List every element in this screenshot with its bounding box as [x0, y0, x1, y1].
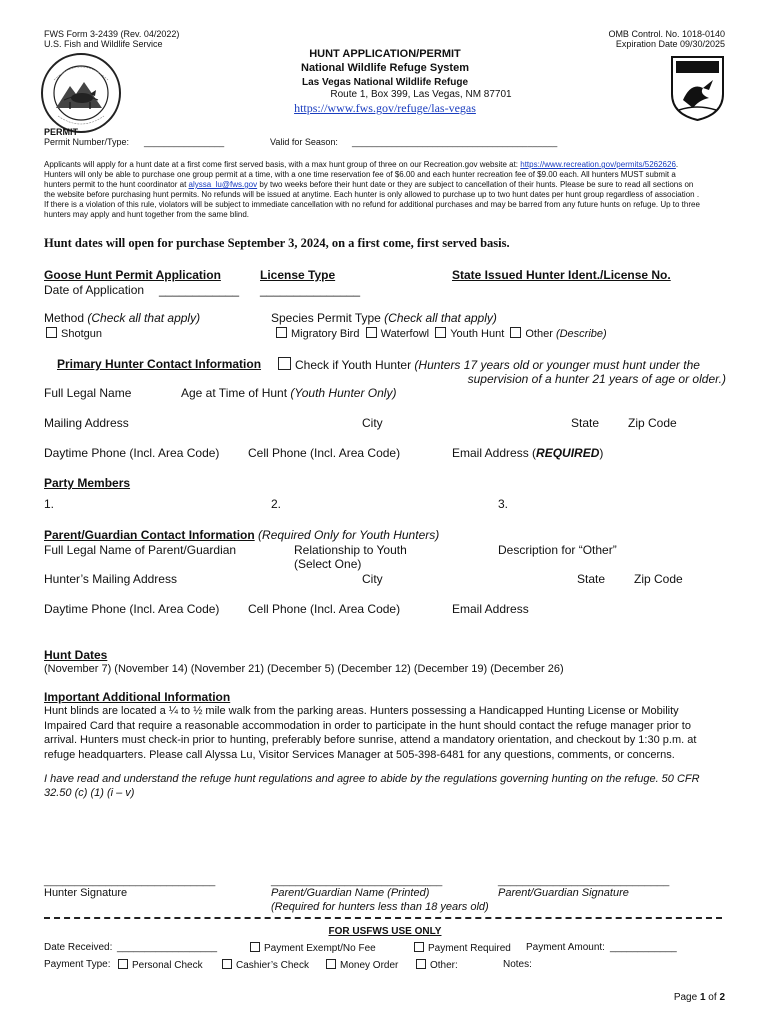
money-order-option[interactable]: Money Order [326, 959, 398, 971]
youth-hunter-option[interactable]: Check if Youth Hunter (Hunters 17 years old or younger must hunt under the [278, 357, 700, 372]
waterfowl-option[interactable]: Waterfowl [366, 328, 430, 340]
party-member-1: 1. [44, 497, 55, 511]
species-label: Species Permit Type (Check all that apply) [271, 311, 497, 325]
state-license-heading: State Issued Hunter Ident./License No. [452, 268, 671, 282]
guardian-signature-line[interactable]: ____________________________ [498, 875, 670, 887]
fws-shield-logo-icon [669, 54, 726, 122]
primary-hunter-heading: Primary Hunter Contact Information [57, 357, 262, 371]
season-field[interactable]: _________________________________________ [352, 137, 558, 147]
payment-amount-label: Payment Amount: [526, 942, 605, 953]
hunt-dates-list: (November 7) (November 14) (November 21) (December 5) (December 12) (December 19) (December 26) [44, 663, 564, 675]
important-info-text: Hunt blinds are located a ¼ to ½ mile walk from the parking areas. Hunters possessing a Handicapped Hunting License or Mobility Impaired Card that require a reasonable accommodation in order to participate in the hunt should contact the refuge manager prior to arrival. Hunters must check-in prior to hunting, preferably before sunrise, attend a mandatory orientation, and checkout by 1:30 p.m. at refuge headquarters. Please call Alyssa Lu, Visitor Services Manager at 505-398-6481 for any questions, comments, or concerns. [44, 705, 697, 761]
agency-name: U.S. Fish and Wildlife Service [44, 39, 163, 49]
guardian-full-name-label: Full Legal Name of Parent/Guardian [44, 543, 237, 557]
youth-note: supervision of a hunter 21 years of age or older.) [467, 372, 726, 386]
permit-number-label: Permit Number/Type: [44, 137, 130, 147]
date-received-field[interactable]: __________________ [117, 942, 218, 953]
divider [44, 917, 722, 919]
guardian-name-label: Parent/Guardian Name (Printed) [271, 887, 430, 899]
personal-check-option[interactable]: Personal Check [118, 959, 203, 971]
announcement: Hunt dates will open for purchase September 3, 2024, on a first come, first served basis. [44, 236, 510, 250]
party-member-2: 2. [271, 497, 282, 511]
important-info-heading: Important Additional Information [44, 690, 231, 704]
state-label: State [571, 416, 600, 430]
guardian-name-note: (Required for hunters less than 18 years old) [271, 901, 489, 913]
payment-exempt-checkbox[interactable] [250, 942, 260, 952]
email-label: Email Address (REQUIRED) [452, 446, 604, 460]
method-label: Method (Check all that apply) [44, 311, 201, 325]
mailing-address-label: Mailing Address [44, 416, 129, 430]
goose-hunt-heading: Goose Hunt Permit Application [44, 268, 221, 282]
cell-phone-label: Cell Phone (Incl. Area Code) [248, 446, 401, 460]
expiration-date: Expiration Date 09/30/2025 [615, 39, 725, 49]
migratory-bird-checkbox[interactable] [276, 327, 287, 338]
shotgun-checkbox[interactable] [46, 327, 57, 338]
shotgun-option[interactable]: Shotgun [46, 327, 102, 341]
season-label: Valid for Season: [270, 137, 338, 147]
form-title: HUNT APPLICATION/PERMIT [309, 48, 461, 60]
guardian-zip-label: Zip Code [634, 572, 683, 586]
guardian-mailing-label: Hunter’s Mailing Address [44, 572, 177, 586]
refuge-url-link[interactable]: https://www.fws.gov/refuge/las-vegas [294, 101, 476, 115]
form-number: FWS Form 3-2439 (Rev. 04/2022) [44, 29, 180, 39]
description-other-label: Description for “Other” [498, 543, 617, 557]
agreement-statement: I have read and understand the refuge hunt regulations and agree to abide by the regulations governing hunting on the refuge. 50 CFR 32.50 (c) (1) (i – v) [44, 773, 700, 799]
refuge-address: Route 1, Box 399, Las Vegas, NM 87701 [330, 89, 512, 100]
guardian-email-label: Email Address [452, 602, 529, 616]
full-legal-name-label: Full Legal Name [44, 386, 132, 400]
intro-paragraph: Applicants will apply for a hunt date at a first come first served basis, with a max hunt group of three on our Recreation.gov website at: https://www.recreation.gov/permits/5262626. Hunters will only be able to purchase one group permit at a time, with a one time reservation fee of $6.00 and each hunter recreation fee of $9.00 each. All hunters MUST submit a hunters permit to the hunt coordinator at alyssa_lu@fws.gov by two weeks before their hunt date or they are subject to cancellation of their hunts. Please be sure to read all sections on the website before purchasing hunt permits. No refunds will be issued at anytime. Each hunter is only allowed to purchase up to two hunt dates per hunt group regardless of association . If there is a violation of this rule, violators will be subject to immediate cancellation with no refund for additional purchases and may be barred from any future hunts on refuge. Up to three hunters may apply and hunt together from the same blind. [44, 160, 700, 219]
payment-required-checkbox[interactable] [414, 942, 424, 952]
payment-type-label: Payment Type: [44, 959, 111, 970]
personal-check-checkbox[interactable] [118, 959, 128, 969]
guardian-heading: Parent/Guardian Contact Information (Required Only for Youth Hunters) [44, 528, 440, 542]
youth-hunter-checkbox[interactable] [278, 357, 291, 370]
cashiers-check-option[interactable]: Cashier’s Check [222, 959, 309, 971]
guardian-city-label: City [362, 572, 383, 586]
migratory-bird-option[interactable]: Migratory Bird [276, 328, 359, 340]
youth-hunt-option[interactable]: Youth Hunt [435, 328, 504, 340]
other-payment-option[interactable]: Other: [416, 959, 458, 971]
hunt-dates-heading: Hunt Dates [44, 648, 108, 662]
hunter-signature-label: Hunter Signature [44, 887, 128, 899]
payment-required-option[interactable]: Payment Required [414, 942, 511, 954]
cashiers-check-checkbox[interactable] [222, 959, 232, 969]
waterfowl-checkbox[interactable] [366, 327, 377, 338]
zip-label: Zip Code [628, 416, 677, 430]
relationship-label: Relationship to Youth [294, 543, 407, 557]
hunt-coordinator-email-link[interactable]: alyssa_lu@fws.gov [188, 180, 258, 189]
other-option[interactable]: Other (Describe) [510, 328, 606, 340]
money-order-checkbox[interactable] [326, 959, 336, 969]
payment-amount-field[interactable]: ____________ [610, 942, 677, 953]
age-label: Age at Time of Hunt (Youth Hunter Only) [181, 386, 397, 400]
notes-label: Notes: [503, 959, 532, 970]
guardian-name-line[interactable]: ____________________________ [271, 875, 443, 887]
daytime-phone-label: Daytime Phone (Incl. Area Code) [44, 446, 220, 460]
guardian-state-label: State [577, 572, 606, 586]
party-member-3: 3. [498, 497, 509, 511]
youth-hunt-checkbox[interactable] [435, 327, 446, 338]
date-of-application-label: Date of Application [44, 283, 145, 297]
species-options [276, 327, 607, 341]
date-of-application-field[interactable]: ____________ [159, 283, 240, 297]
guardian-daytime-phone-label: Daytime Phone (Incl. Area Code) [44, 602, 220, 616]
license-type-field[interactable]: _______________ [260, 283, 361, 297]
guardian-cell-phone-label: Cell Phone (Incl. Area Code) [248, 602, 401, 616]
refuge-name: Las Vegas National Wildlife Refuge [301, 77, 469, 88]
other-checkbox[interactable] [510, 327, 521, 338]
usfws-heading: FOR USFWS USE ONLY [328, 926, 442, 937]
payment-exempt-option[interactable]: Payment Exempt/No Fee [250, 942, 376, 954]
date-received-label: Date Received: [44, 942, 113, 953]
other-payment-checkbox[interactable] [416, 959, 426, 969]
permit-number-field[interactable]: ________________ [144, 137, 225, 147]
city-label: City [362, 416, 383, 430]
permit-heading: PERMIT [44, 127, 79, 137]
hunter-signature-line[interactable]: ____________________________ [44, 875, 216, 887]
omb-control: OMB Control. No. 1018-0140 [608, 29, 725, 39]
guardian-signature-label: Parent/Guardian Signature [498, 887, 629, 899]
recreation-gov-link[interactable]: https://www.recreation.gov/permits/5262626 [520, 160, 676, 169]
party-members-heading: Party Members [44, 476, 131, 490]
select-one-label: (Select One) [294, 557, 362, 571]
refuge-system: National Wildlife Refuge System [301, 62, 469, 74]
license-type-heading: License Type [260, 268, 336, 282]
page-number: Page 1 of 2 [673, 992, 725, 1003]
